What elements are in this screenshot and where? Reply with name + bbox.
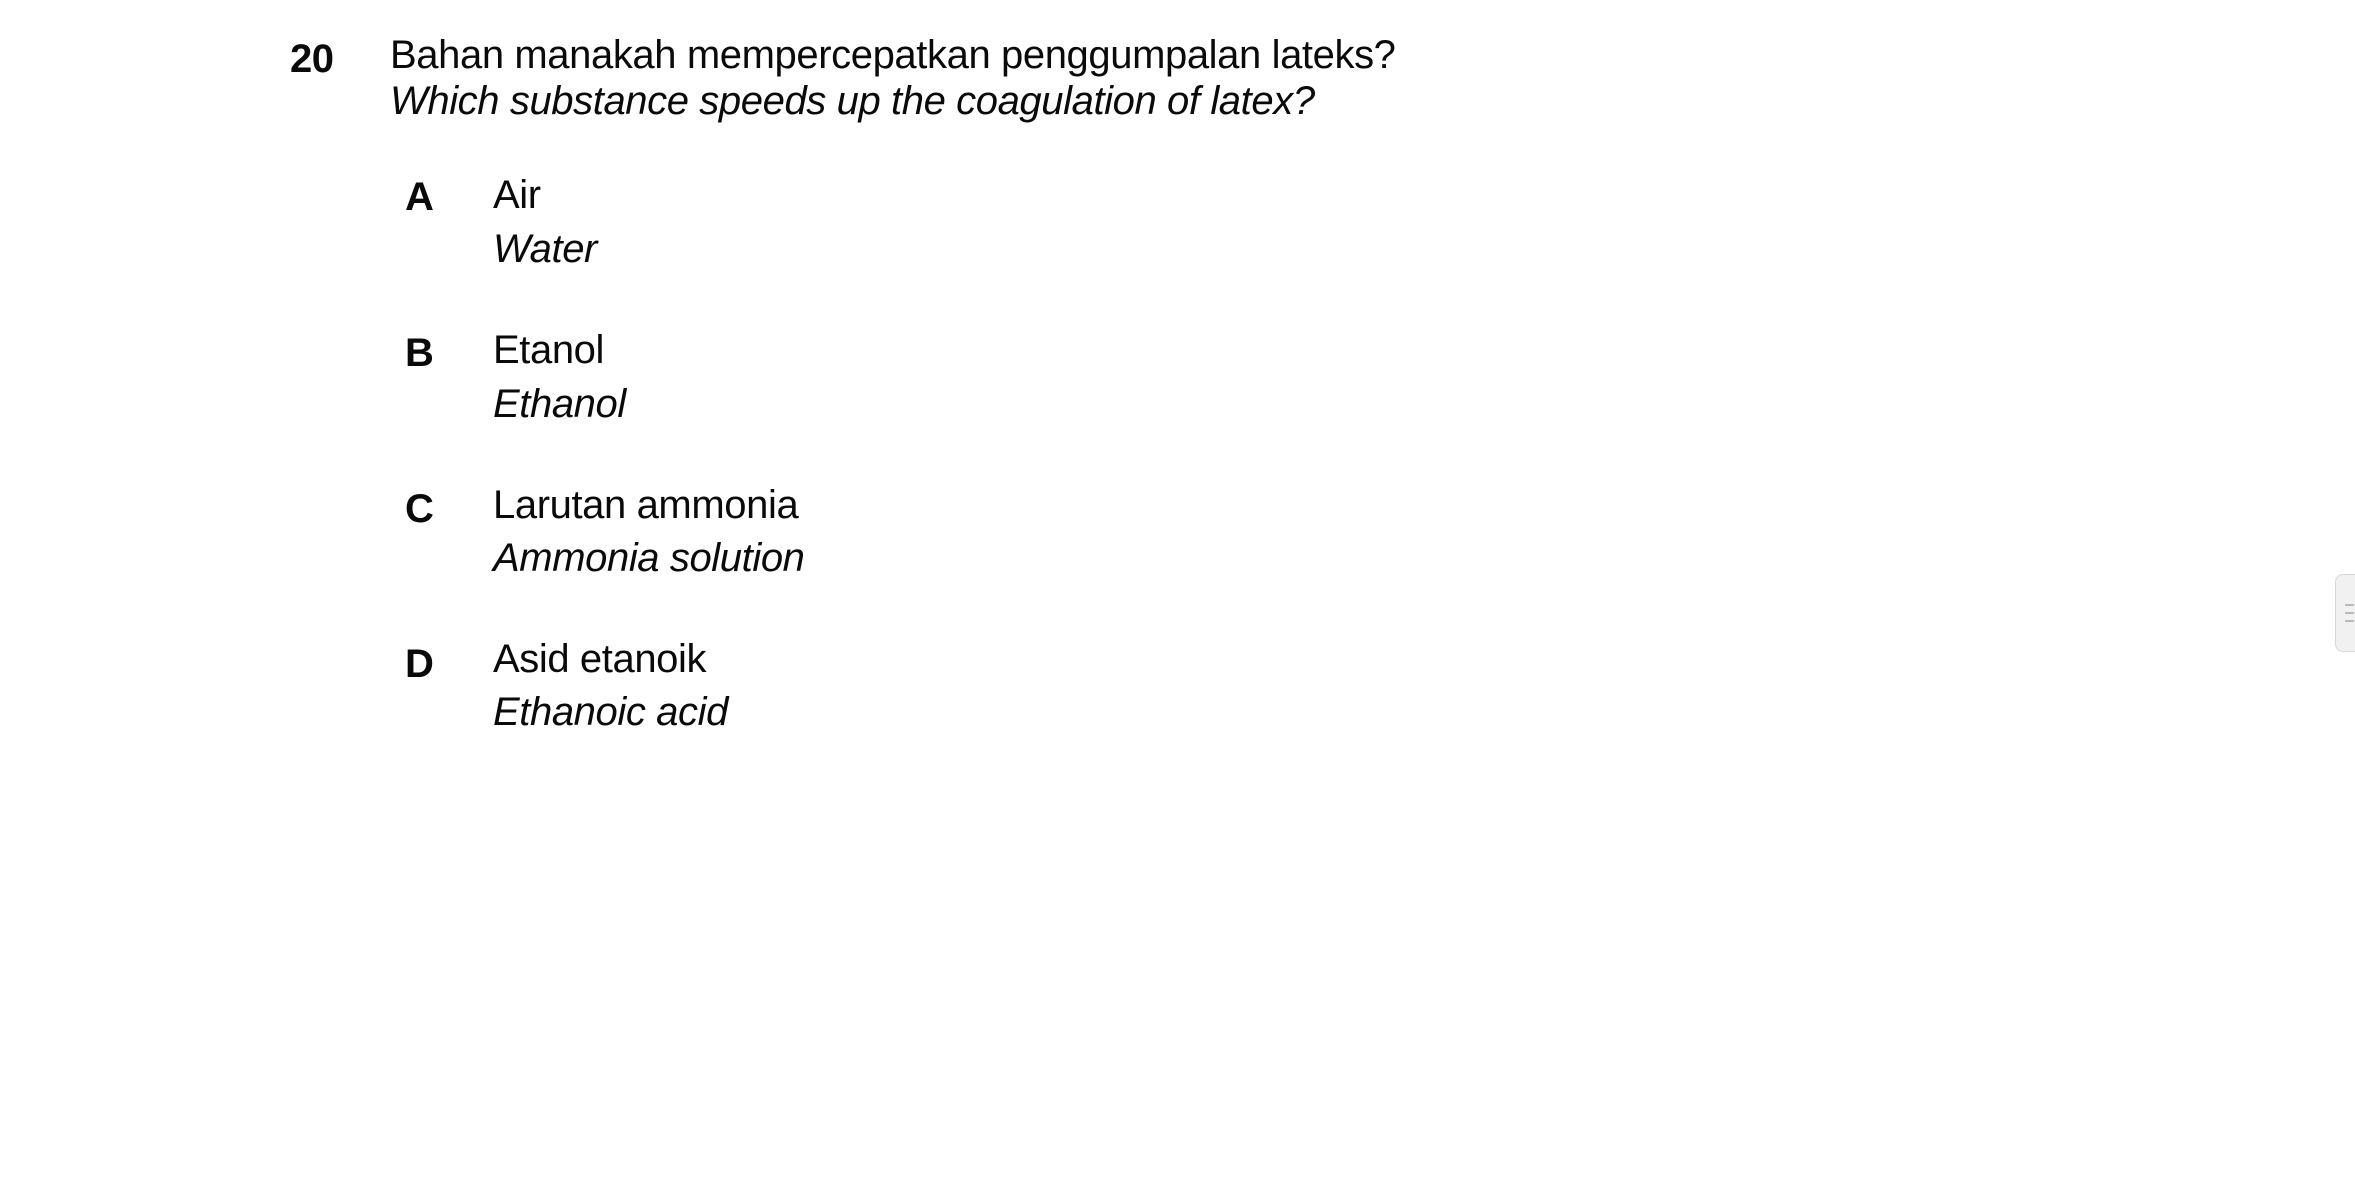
option-b-letter: B xyxy=(405,331,434,375)
option-d-malay: Asid etanoik xyxy=(493,637,707,681)
option-c-letter: C xyxy=(405,487,434,531)
option-a-english: Water xyxy=(493,227,597,271)
option-d-letter: D xyxy=(405,642,434,686)
question-text-malay: Bahan manakah mempercepatkan penggumpalan lateks? xyxy=(390,33,1396,77)
option-a-malay: Air xyxy=(493,173,541,217)
side-panel-handle[interactable] xyxy=(2335,574,2355,652)
option-c-malay: Larutan ammonia xyxy=(493,483,799,527)
option-b-malay: Etanol xyxy=(493,328,605,372)
option-a-letter: A xyxy=(405,175,434,219)
question-text-english: Which substance speeds up the coagulation of latex? xyxy=(390,79,1315,123)
option-c-english: Ammonia solution xyxy=(493,536,805,580)
option-d-english: Ethanoic acid xyxy=(493,690,728,734)
question-number: 20 xyxy=(290,37,334,81)
option-b-english: Ethanol xyxy=(493,382,626,426)
